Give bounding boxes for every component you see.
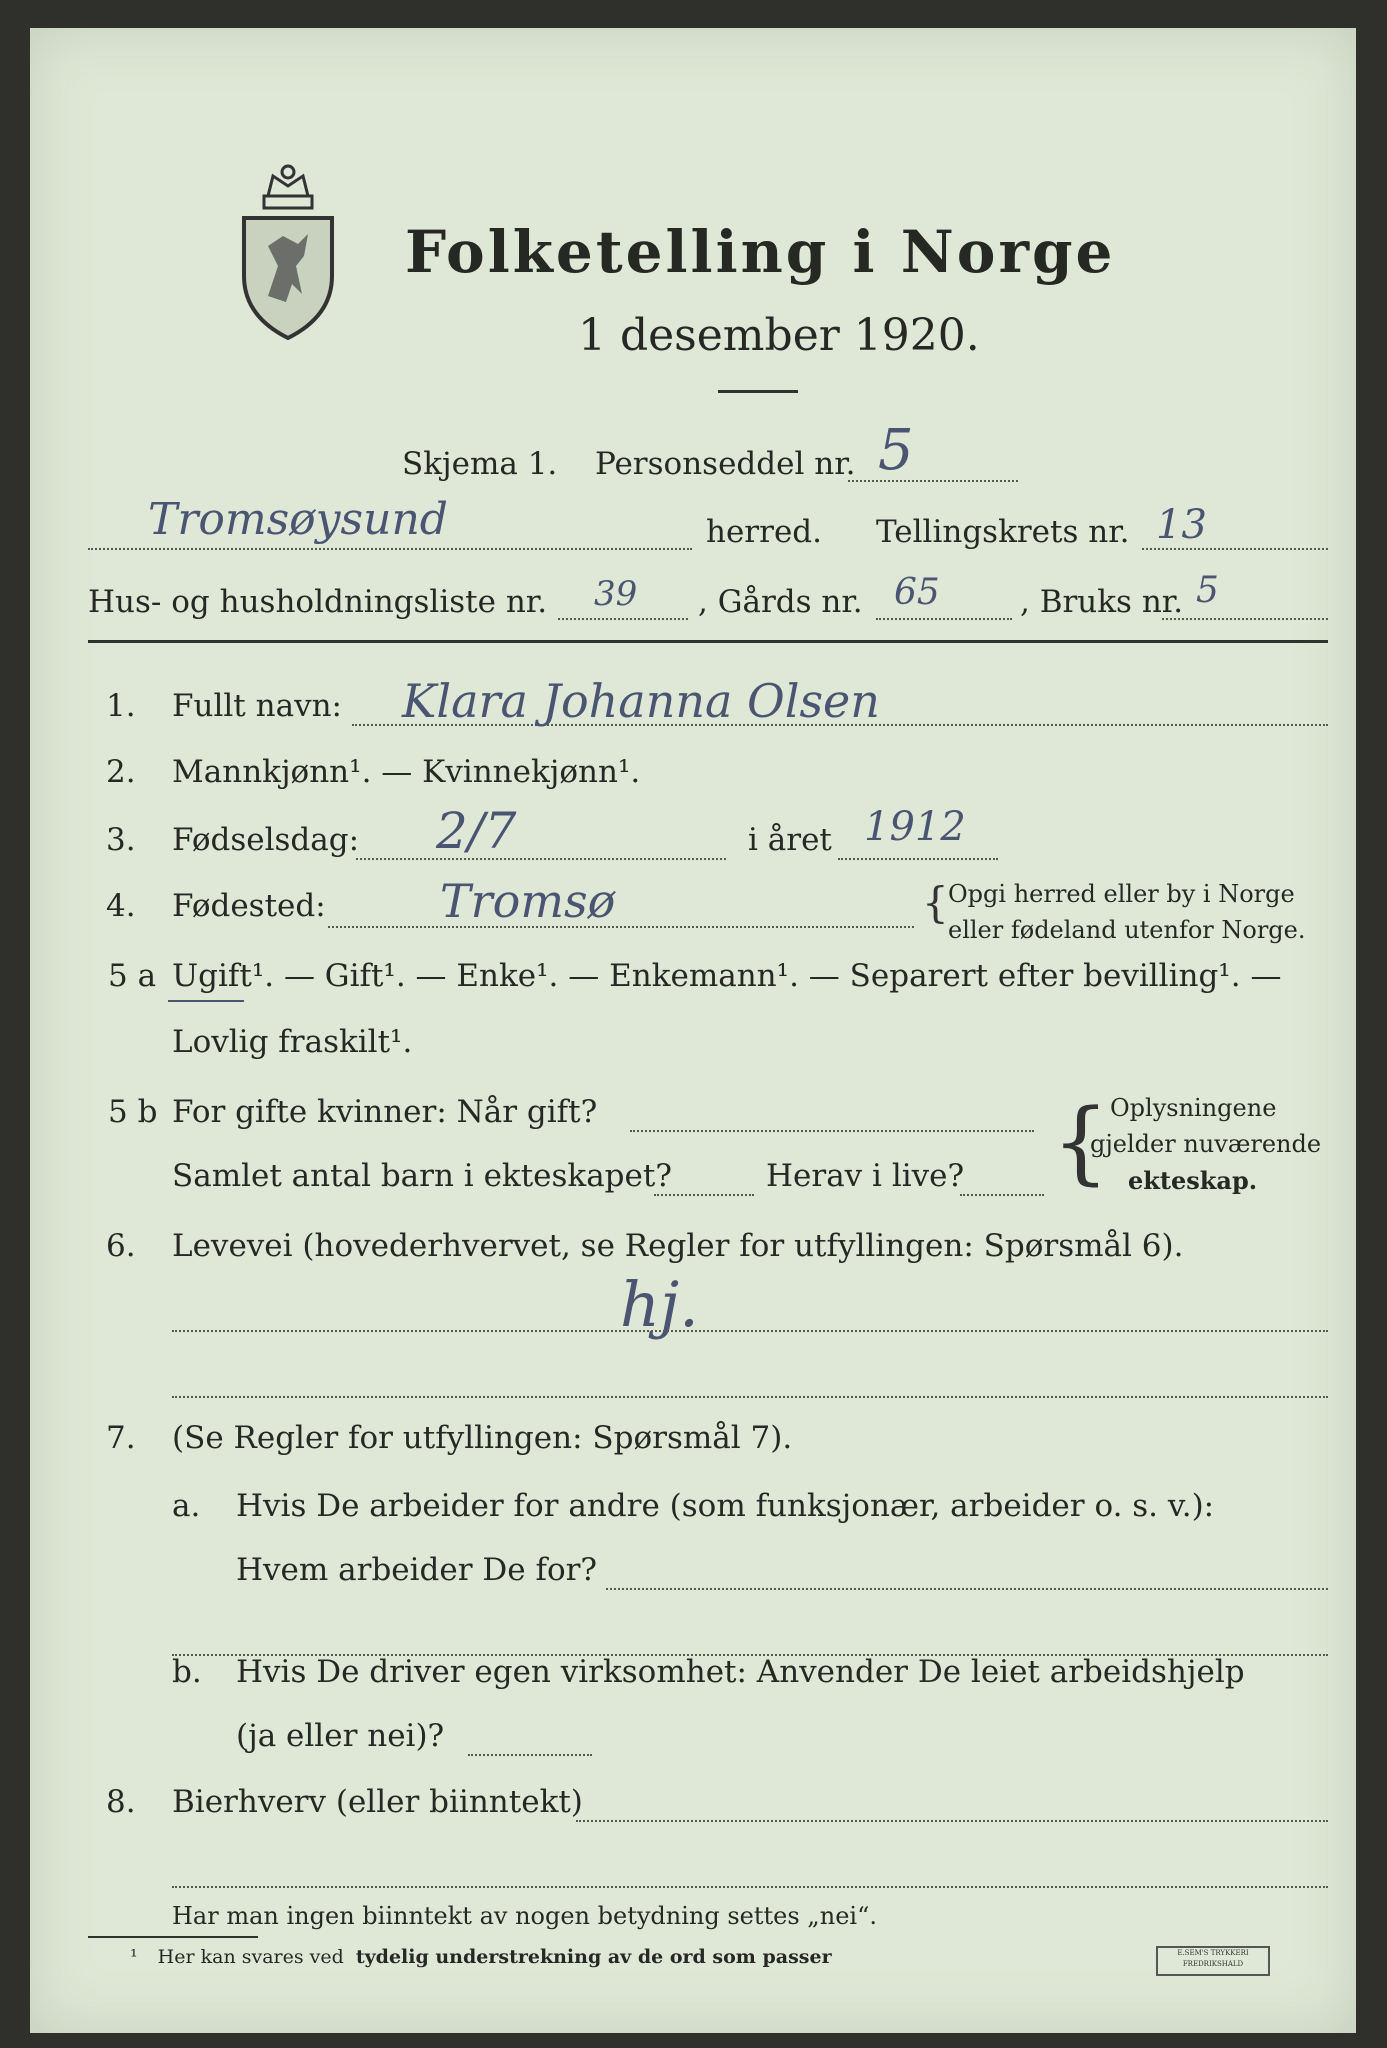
q5a-number: 5 a [108,958,157,994]
form-title: Folketelling i Norge [405,218,1116,286]
q6-label: Levevei (hovederhvervet, se Regler for utfyllingen: Spørsmål 6). [172,1228,1184,1264]
q7a-line2: Hvem arbeider De for? [236,1552,598,1588]
printer-stamp-line1: E.SEM'S TRYKKERI [1177,1949,1249,1957]
q5b-note-bracket: { [1052,1090,1110,1195]
q3-year-label: i året [748,822,832,858]
q5b-line2a: Samlet antal barn i ekteskapet? [172,1158,672,1194]
q2-number: 2. [106,754,136,790]
q8-line2 [172,1886,1328,1888]
q7-number: 7. [106,1420,136,1456]
q7a-letter: a. [172,1488,201,1524]
tellingskrets-value: 13 [1156,502,1207,548]
bottom-note: Har man ingen biinntekt av nogen betydning settes „nei“. [172,1902,877,1930]
q6-line2 [172,1396,1328,1398]
bruks-label: , Bruks nr. [1020,584,1184,620]
q7a-line1: Hvis De arbeider for andre (som funksjonær, arbeider o. s. v.): [236,1488,1215,1524]
norway-coat-of-arms-icon [238,156,338,344]
hus-line [558,618,688,620]
gards-label: , Gårds nr. [698,584,863,620]
tellingskrets-line [1142,548,1328,550]
q4-line [328,926,914,928]
q5b-barn-line [654,1194,754,1196]
herred-label: herred. [706,514,822,550]
printer-stamp [1156,1946,1270,1976]
tellingskrets-label: Tellingskrets nr. [876,514,1130,550]
q1-value: Klara Johanna Olsen [402,674,880,728]
printer-stamp-line2: FREDRIKSHALD [1182,1960,1244,1968]
footnote-mark: ¹ [130,1946,138,1968]
q6-value: hj. [620,1268,699,1341]
gards-value: 65 [894,572,940,613]
q4-note-bracket: { [922,878,949,927]
personseddel-label: Personseddel nr. [595,446,856,482]
q5a-line2: Lovlig fraskilt¹. [172,1024,413,1060]
q4-number: 4. [106,888,136,924]
q3-year-line [838,858,998,860]
q6-line1 [172,1330,1328,1332]
q7-label: (Se Regler for utfyllingen: Spørsmål 7). [172,1420,793,1456]
hus-label: Hus- og husholdningsliste nr. [88,584,548,620]
footnote [130,1946,832,1968]
q8-label: Bierhverv (eller biinntekt) [172,1784,583,1820]
header-separator [88,640,1328,643]
hus-value: 39 [594,574,638,614]
bruks-line [1162,618,1328,620]
q8-number: 8. [106,1784,136,1820]
q3-year-value: 1912 [864,804,966,850]
q4-note-line1: Opgi herred eller by i Norge [948,880,1295,908]
q3-label: Fødselsdag: [172,822,360,858]
herred-value: Tromsøysund [148,494,448,545]
q3-line [356,858,726,860]
footnote-text-plain: Her kan svares ved [157,1946,344,1968]
gards-line [876,618,1012,620]
q3-value: 2/7 [436,802,517,860]
q8-line [576,1820,1328,1822]
q5b-live-line [960,1194,1044,1196]
census-form-sheet [30,28,1356,2033]
q4-label: Fødested: [172,888,326,924]
q7b-line1: Hvis De driver egen virksomhet: Anvender De leiet arbeidshjelp [236,1654,1245,1690]
q5b-line1: For gifte kvinner: Når gift? [172,1094,598,1130]
q5b-note-line1: Oplysningene [1110,1094,1277,1122]
q7b-line [468,1754,592,1756]
herred-line [88,548,692,550]
personseddel-value: 5 [878,418,914,483]
bruks-value: 5 [1196,570,1219,611]
q7b-line2: (ja eller nei)? [236,1718,445,1754]
q5a-ugift-underline [168,1000,244,1002]
q5b-line2b: Herav i live? [766,1158,965,1194]
q4-value: Tromsø [440,874,616,928]
q3-number: 3. [106,822,136,858]
q5a-line1: Ugift¹. — Gift¹. — Enke¹. — Enkemann¹. — Separert efter bevilling¹. — [172,958,1282,994]
footnote-text-bold: tydelig understrekning av de ord som passer [355,1946,832,1968]
q6-number: 6. [106,1228,136,1264]
personseddel-line [848,480,1018,482]
q7a-line [606,1588,1328,1590]
schema-label: Skjema 1. [402,446,558,482]
q1-number: 1. [106,688,136,724]
q1-label: Fullt navn: [172,688,342,724]
q7b-letter: b. [172,1654,202,1690]
q5b-note-line2: gjelder nuværende [1090,1130,1322,1158]
q2-label: Mannkjønn¹. — Kvinnekjønn¹. [172,754,641,790]
q5b-gift-line [630,1130,1034,1132]
q4-note-line2: eller fødeland utenfor Norge. [948,916,1306,944]
census-date: 1 desember 1920. [578,310,980,361]
q5b-number: 5 b [108,1094,158,1130]
q5b-note-line3: ekteskap. [1128,1166,1258,1195]
title-divider [718,390,798,393]
footnote-divider [88,1936,258,1938]
